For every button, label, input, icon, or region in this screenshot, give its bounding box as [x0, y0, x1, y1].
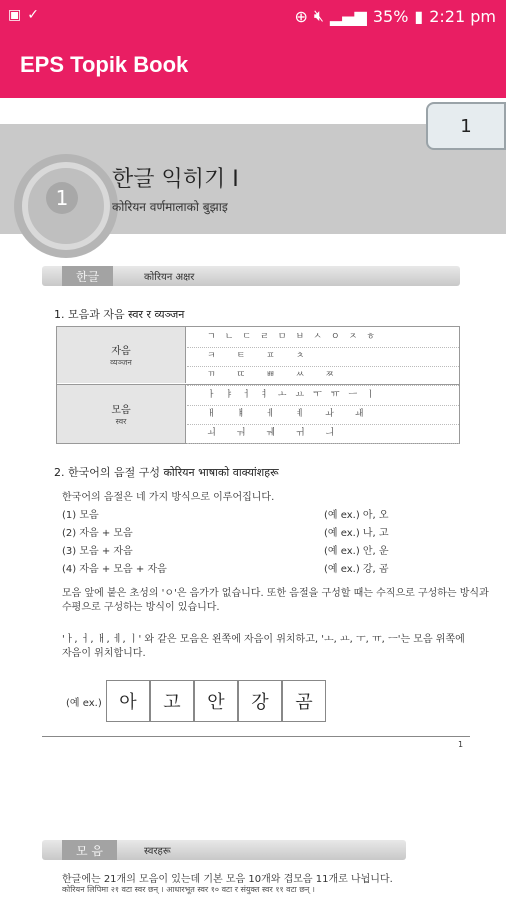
section-bar-hangul [42, 266, 460, 286]
example-right: (예 ex.) 나, 고 [324, 528, 389, 539]
example-right: (예 ex.) 강, 곰 [324, 564, 389, 575]
gear-icon [22, 162, 110, 250]
bottom-text: 한글에는 21개의 모음이 있는데 기본 모음 10개와 겹모음 11개로 나뉩니다. [62, 874, 393, 885]
question-2: 2. 한국어의 음절 구성 कोरियन भाषाको वाक्यांशहरू [54, 466, 279, 479]
clock: 2:21 pm [429, 6, 496, 26]
vowel-label: 모음 [111, 405, 131, 416]
chapter-title: 한글 익히기 Ⅰ [112, 167, 239, 192]
paragraph-line: 모음 앞에 붙은 초성의 'ㅇ'은 음가가 없습니다. 또한 음절을 구성할 때는 수직으로 구성하는 방식과 [62, 588, 489, 599]
consonant-cells [187, 329, 459, 386]
check-icon: ✓ [27, 7, 39, 23]
consonant-header [57, 327, 186, 383]
paragraph-line: 수평으로 구성하는 방식이 있습니다. [62, 602, 220, 613]
example-row [62, 506, 462, 521]
status-right [294, 6, 496, 26]
question-1: 1. 모음과 자음 स्वर र व्यञ्जन [54, 308, 185, 321]
vowel-header [57, 385, 186, 443]
status-left-icons [8, 7, 39, 23]
section-desc: स्वरहरू [144, 846, 171, 857]
hangul-table [56, 326, 460, 444]
battery-icon: ▮ [414, 6, 424, 26]
example-row [62, 560, 462, 575]
consonant-label: 자음 [111, 346, 131, 357]
example-boxes [106, 680, 326, 722]
syllable-box: 아 [106, 680, 150, 722]
section-desc: कोरियन अक्षर [144, 272, 195, 283]
section-tag: 모 음 [62, 840, 117, 860]
book-page[interactable] [0, 100, 506, 900]
page-footer-number: 1 [458, 740, 464, 749]
example-row [62, 542, 462, 557]
vowel-cells [187, 387, 459, 444]
section-tag: 한글 [62, 266, 113, 286]
example-left: (2) 자음 + 모음 [62, 528, 133, 539]
example-right: (예 ex.) 아, 오 [324, 510, 389, 521]
example-row [62, 524, 462, 539]
example-label: (예 ex.) [66, 698, 102, 709]
status-bar [0, 0, 506, 34]
table-row: ㄱㄴㄷㄹㅁㅂㅅㅇㅈㅎ [187, 329, 459, 348]
signal-icon: ▂▄▆ [329, 6, 367, 26]
image-icon: ▣ [8, 7, 22, 23]
app-bar [0, 34, 506, 98]
sync-icon: ⊕ [294, 6, 308, 26]
syllable-box: 강 [238, 680, 282, 722]
table-row: ㅏㅑㅓㅕㅗㅛㅜㅠㅡㅣ [187, 387, 459, 406]
table-row: ㅐ ㅒ ㅔ ㅖ ㅘ ㅙ [187, 406, 459, 425]
consonant-sub: व्यञ्जन [110, 358, 132, 367]
example-left: (4) 자음 + 모음 + 자음 [62, 564, 167, 575]
intro-text: 한국어의 음절은 네 가지 방식으로 이루어집니다. [62, 492, 275, 503]
paragraph-line: 'ㅏ, ㅓ, ㅐ, ㅔ, ㅣ' 와 같은 모음은 왼쪽에 자음이 위치하고, 'ㅗ, ㅛ, ㅜ, ㅠ, ㅡ'는 모음 위쪽에 [62, 634, 465, 645]
app-title: EPS Topik Book [20, 52, 189, 77]
table-row: ㅚ ㅝ ㅞ ㅟ ㅢ [187, 425, 459, 444]
page-number-tab[interactable]: 1 [426, 102, 506, 150]
paragraph-line: 자음이 위치합니다. [62, 648, 146, 659]
table-row: ㄲ ㄸ ㅃ ㅆ ㅉ [187, 367, 459, 386]
syllable-box: 고 [150, 680, 194, 722]
syllable-box: 안 [194, 680, 238, 722]
chapter-subtitle: कोरियन वर्णमालाको बुझाइ [112, 200, 228, 214]
example-left: (1) 모음 [62, 510, 99, 521]
bottom-text-nepali: कोरियन लिपिमा २१ वटा स्वर छन् । आधारभूत स्वर १० वटा र संयुक्त स्वर ११ वटा छन् । [62, 885, 315, 894]
syllable-box: 곰 [282, 680, 326, 722]
page-divider [42, 736, 470, 737]
table-row: ㅋ ㅌ ㅍ ㅊ [187, 348, 459, 367]
battery-percent: 35% [372, 6, 409, 26]
mute-icon: 🔇︎ [313, 6, 324, 25]
section-bar-vowels [42, 840, 406, 860]
example-left: (3) 모음 + 자음 [62, 546, 133, 557]
vowel-sub: स्वर [115, 417, 127, 426]
example-right: (예 ex.) 안, 운 [324, 546, 389, 557]
chapter-number: 1 [46, 182, 78, 214]
